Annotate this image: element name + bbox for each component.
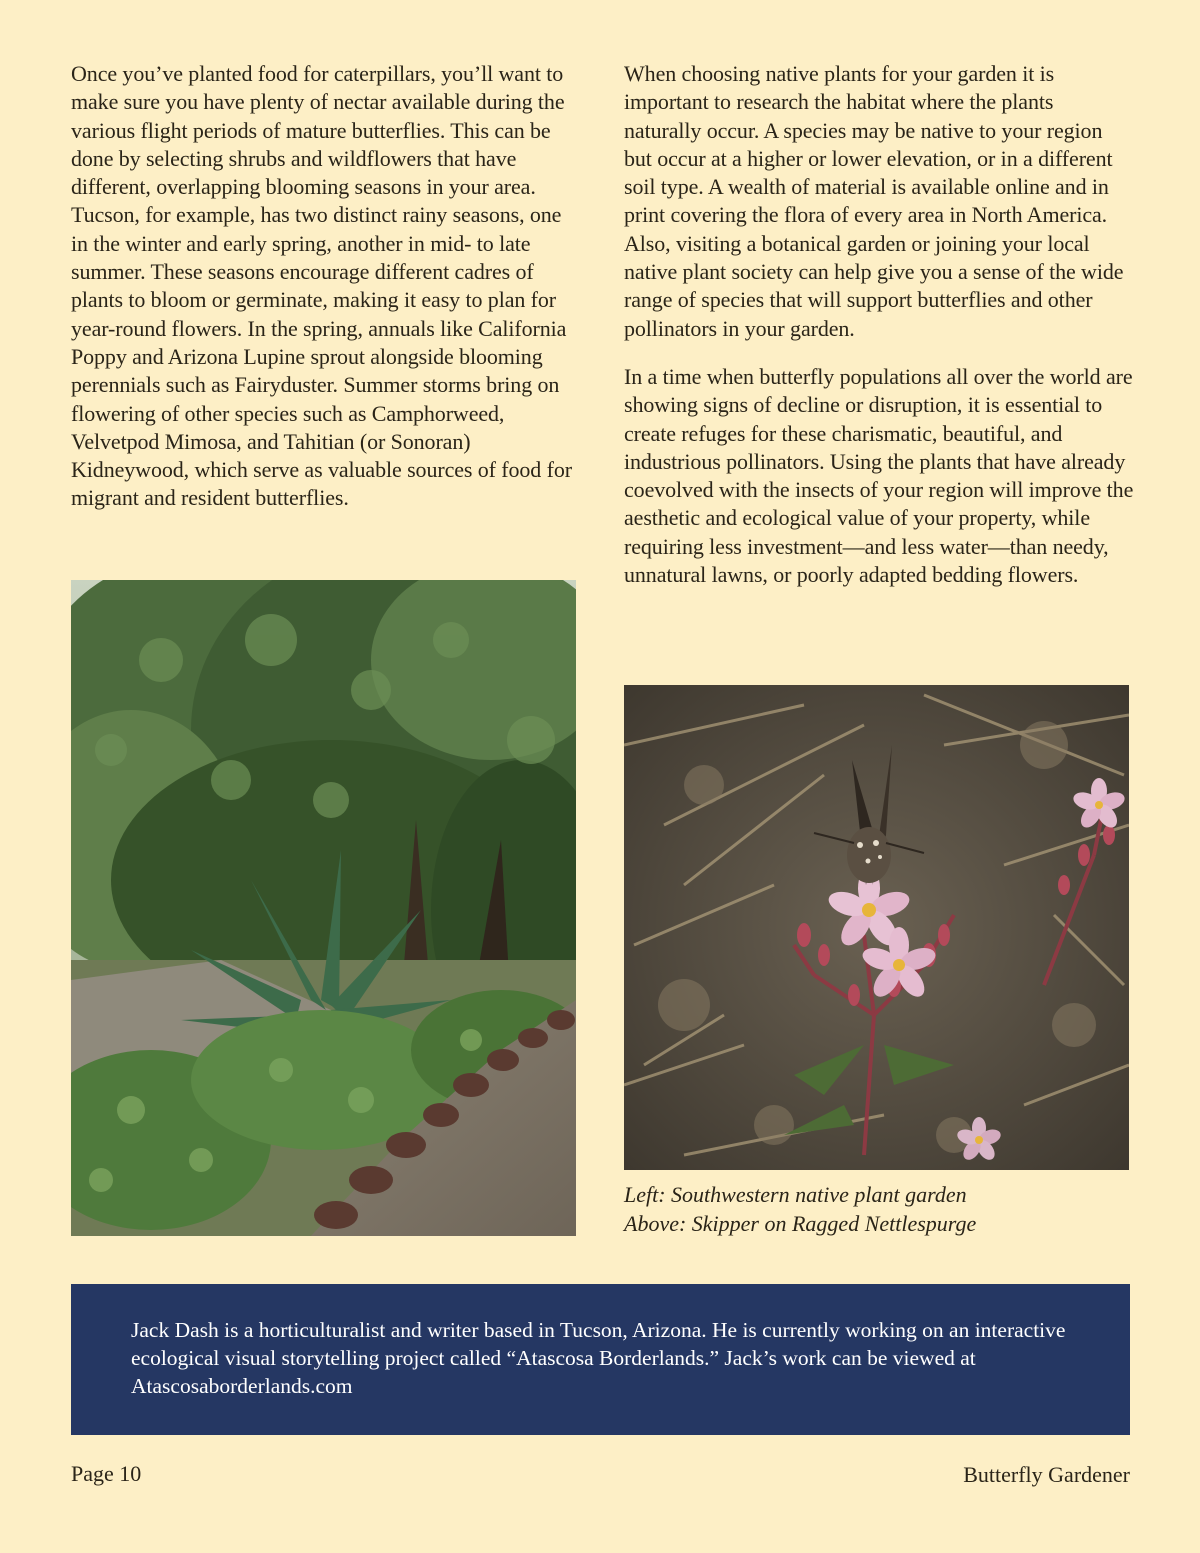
left-column (71, 60, 581, 533)
publication-name: Butterfly Gardener (963, 1462, 1130, 1487)
garden-photo-icon (71, 580, 576, 1236)
article-paragraph: When choosing native plants for your garden it is important to research the habitat where the plants naturally occur. A species may be native to your region but occur at a higher or lower elevation, or in a different soil type. A wealth of material is available online and in print covering the flora of every area in North America. Also, visiting a botanical garden or joining your local native plant society can help give you a sense of the wide range of species that will support butterflies and other pollinators in your garden. (624, 61, 1124, 341)
author-bio-box (71, 1284, 1130, 1435)
page-number: Page 10 (71, 1461, 142, 1486)
butterfly-flower-photo (624, 685, 1129, 1170)
article-paragraph: Once you’ve planted food for caterpillars, you’ll want to make sure you have plenty of nectar available during the various flight periods of mature butterflies. This can be done by selecting shrubs and wildflowers that have different, overlapping blooming seasons in your area. Tucson, for example, has two distinct rainy seasons, one in the winter and early spring, another in mid- to late summer. These seasons encourage different cadres of plants to bloom or germinate, making it easy to plan for year-round flowers. In the spring, annuals like California Poppy and Arizona Lupine sprout alongside blooming perennials such as Fairyduster. Summer storms bring on flowering of other species such as Camphorweed, Velvetpod Mimosa, and Tahitian (or Sonoran) Kidneywood, which serve as valuable sources of food for migrant and resident butterflies. (71, 61, 572, 511)
caption-left-photo: Left: Southwestern native plant garden (624, 1182, 967, 1207)
author-bio-text: Jack Dash is a horticulturalist and writer based in Tucson, Arizona. He is currently working on an interactive ecological visual storytelling project called “Atascosa Borderlands.” Jack’s work can be viewed at Atascosaborderlands.com (131, 1318, 1066, 1398)
butterfly-flower-photo-icon (624, 685, 1129, 1170)
article-paragraph: In a time when butterfly populations all over the world are showing signs of decline or disruption, it is essential to create refuges for these charismatic, beautiful, and industrious pollinators. Using the plants that have already coevolved with the insects of your region will improve the aesthetic and ecological value of your property, while requiring less investment—and less water—than needy, unnatural lawns, or poorly adapted bedding flowers. (624, 363, 1134, 588)
photo-caption (624, 1181, 1134, 1238)
caption-above-photo: Above: Skipper on Ragged Nettlespurge (624, 1210, 977, 1236)
right-column (624, 60, 1134, 609)
garden-photo (71, 580, 576, 1236)
